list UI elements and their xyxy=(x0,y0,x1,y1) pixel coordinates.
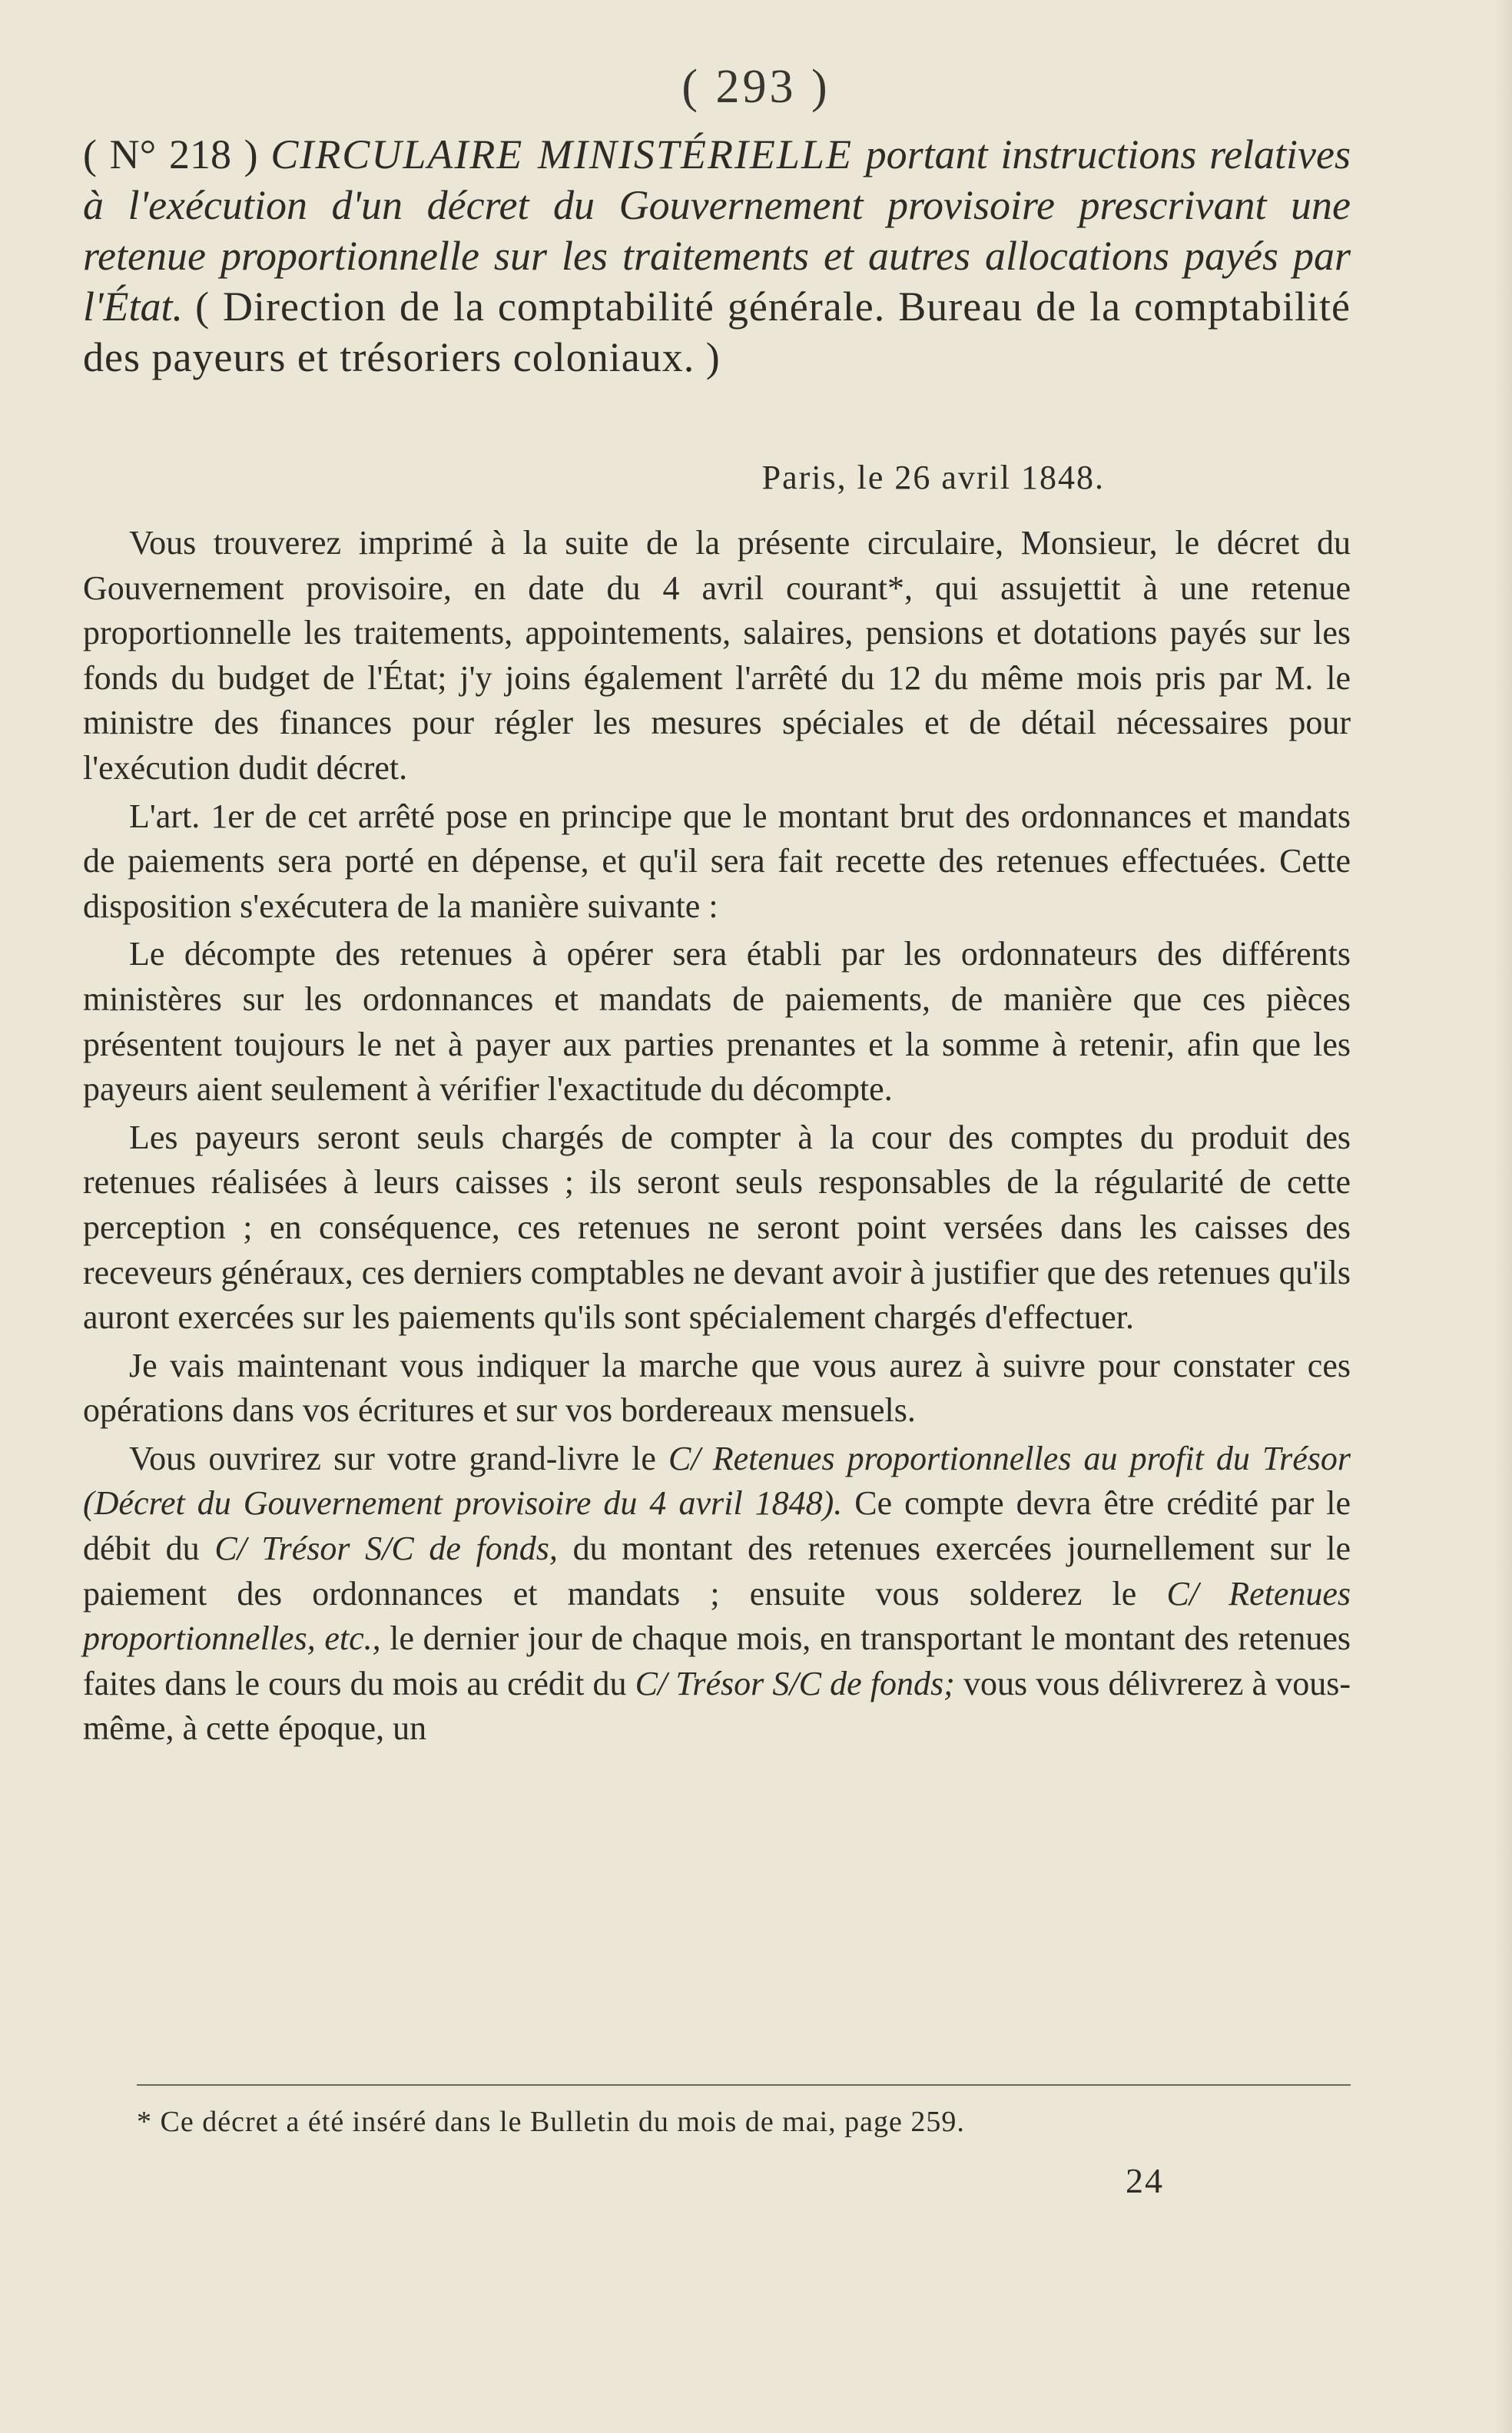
circular-title: CIRCULAIRE MINISTÉRIELLE xyxy=(270,131,853,177)
paragraph-6-text-g: le dernier jour de chaque mois, en transportant le montant des retenues faites dans le cours du mois au crédit du xyxy=(83,1619,1351,1702)
paragraph-5: Je vais maintenant vous indiquer la marche que vous aurez à suivre pour constater ces opérations dans vos écritures et sur vos bordereaux mensuels. xyxy=(83,1346,1351,1430)
footnote: * Ce décret a été inséré dans le Bulletin du mois de mai, page 259. xyxy=(137,2106,965,2138)
circular-number: ( N° 218 ) xyxy=(83,131,258,177)
dateline: Paris, le 26 avril 1848. xyxy=(761,459,1105,496)
paragraph-6 xyxy=(83,1437,1351,1752)
circular-subject: portant instructions relatives à l'exécution d'un décret du Gouvernement provisoire prescrivant une retenue proportionnelle sur les traitements et autres allocations payés par l'État. xyxy=(83,131,1351,330)
circular-heading xyxy=(83,129,1351,383)
paragraph-6-text-c: Ce compte devra être crédité par le débit du xyxy=(83,1484,1351,1568)
paragraph-1: Vous trouverez imprimé à la suite de la présente circulaire, Monsieur, le décret du Gouvernement provisoire, en date du 4 avril courant*, qui assujettit à une retenue proportionnelle les traitements, appointements, salaires, pensions et dotations payés sur les fonds du budget de l'État; j'y joins également l'arrêté du 12 du même mois pris par M. le ministre des finances pour régler les mesures spéciales et de détail nécessaires pour l'exécution dudit décret. xyxy=(83,524,1351,787)
account-retenues: C/ Retenues proportionnelles au profit du Trésor (Décret du Gouvernement provisoire du 4 avril 1848). xyxy=(83,1439,1351,1523)
paragraph-3: Le décompte des retenues à opérer sera établi par les ordonnateurs des différents ministères sur les ordonnances et mandats de paiements, de manière que ces pièces présentent toujours le net à payer aux parties prenantes et la somme à retenir, afin que les payeurs aient seulement à vérifier l'exactitude du décompte. xyxy=(83,935,1351,1109)
paragraph-2: L'art. 1er de cet arrêté pose en principe que le montant brut des ordonnances et mandats de paiements sera porté en dépense, et qu'il sera fait recette des retenues effectuées. Cette disposition s'exécutera de la manière suivante : xyxy=(83,797,1351,925)
account-tresor-2: C/ Trésor S/C de fonds; xyxy=(635,1664,955,1702)
page-edge-shadow xyxy=(1494,0,1512,2433)
page-number: ( 293 ) xyxy=(681,61,831,113)
paragraph-6-text-e: du montant des retenues exercées journellement sur le paiement des ordonnances et mandats ; ensuite vous solderez le xyxy=(83,1530,1351,1613)
circular-office: ( Direction de la comptabilité générale. Bureau de la comptabilité des payeurs et trésoriers coloniaux. ) xyxy=(83,283,1351,380)
paragraph-6-text-a: Vous ouvrirez sur votre grand-livre le xyxy=(129,1439,669,1477)
paragraph-6-text-i: vous vous délivrerez à vous-même, à cette époque, un xyxy=(83,1664,1351,1748)
signature-mark: 24 xyxy=(1126,2161,1164,2200)
body-text xyxy=(83,521,1351,1755)
paragraph-4: Les payeurs seront seuls chargés de compter à la cour des comptes du produit des retenues réalisées à leurs caisses ; ils seront seuls responsables de la régularité de cette perception ; en conséquence, ces retenues ne seront point versées dans les caisses des receveurs généraux, ces derniers comptables ne devant avoir à justifier que des retenues qu'ils auront exercées sur les paiements qu'ils sont spécialement chargés d'effectuer. xyxy=(83,1118,1351,1337)
account-retenues-short: C/ Retenues proportionnelles, etc., xyxy=(83,1574,1351,1658)
footnote-divider xyxy=(137,2084,1351,2086)
account-tresor: C/ Trésor S/C de fonds, xyxy=(214,1530,558,1568)
